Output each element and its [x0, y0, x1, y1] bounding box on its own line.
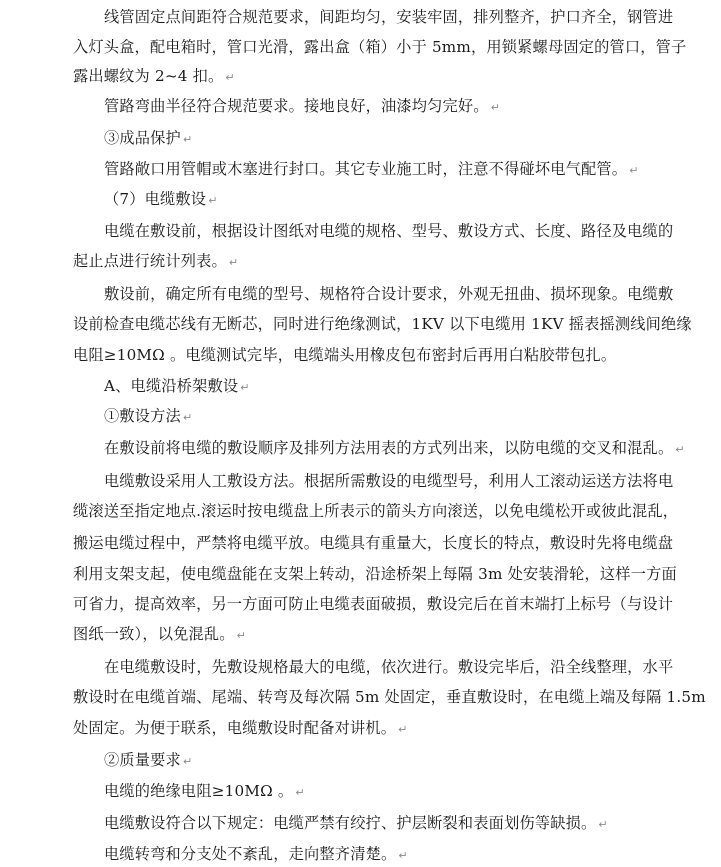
line-text: 电阻≥10MΩ 。电缆测试完毕，电缆端头用橡皮包布密封后再用白粘胶带包扎。 [73, 346, 617, 364]
line-text: 在敷设前将电缆的敷设顺序及排列方法用表的方式列出来，以防电缆的交叉和混乱。 [104, 439, 674, 457]
paragraph-mark-icon: ↵ [182, 411, 193, 424]
text-line [104, 437, 685, 459]
text-line [104, 780, 305, 802]
line-text: 管路弯曲半径符合规范要求。接地良好，油漆均匀完好。 [104, 97, 489, 115]
text-line [104, 812, 608, 834]
text-line [73, 532, 673, 554]
text-line [73, 313, 692, 335]
paragraph-mark-icon: ↵ [675, 443, 685, 456]
paragraph-mark-icon: ↵ [398, 849, 408, 862]
line-text: 露出螺纹为 2~4 扣。 [73, 67, 224, 85]
line-text: 可省力，提高效率，另一方面可防止电缆表面破损，敷设完后在首末端打上标号（与设计 [73, 595, 674, 613]
line-text: A、电缆沿桥架敷设 [104, 377, 239, 395]
line-text: 处固定。为便于联系，电缆敷设时配备对讲机。 [73, 719, 397, 737]
text-line [104, 158, 639, 180]
line-text: 图纸一致），以免混乱。 [73, 625, 235, 643]
paragraph-mark-icon: ↵ [490, 101, 501, 114]
paragraph-mark-icon: ↵ [240, 381, 250, 394]
text-line [73, 250, 238, 272]
line-text: 缆滚送至指定地点.滚运时按电缆盘上所表示的箭头方向滚送，以免电缆松开或彼此混乱， [73, 502, 679, 520]
paragraph-mark-icon: ↵ [236, 629, 247, 642]
text-line [73, 593, 673, 615]
line-text: 设前检查电缆芯线有无断芯，同时进行绝缘测试，1KV 以下电缆用 1KV 摇表摇测线间绝缘 [73, 315, 692, 333]
line-text: ②质量要求 [104, 751, 181, 769]
line-text: 电缆的绝缘电阻≥10MΩ 。 [104, 782, 294, 800]
paragraph-mark-icon: ↵ [398, 723, 408, 736]
text-line [104, 470, 673, 492]
paragraph-mark-icon: ↵ [228, 256, 239, 269]
paragraph-mark-icon: ↵ [182, 133, 193, 146]
text-line [73, 500, 678, 522]
text-line [73, 65, 235, 87]
text-line [73, 563, 677, 585]
line-text: 起止点进行统计列表。 [73, 252, 227, 270]
section-heading [104, 405, 192, 427]
line-text: 利用支架支起，使电缆盘能在支架上转动，沿途桥架上每隔 3m 处安装滑轮，这样一方面 [73, 565, 677, 583]
text-line [104, 656, 673, 678]
line-text: 管路敞口用管帽或木塞进行封口。其它专业施工时，注意不得碰坏电气配管。 [104, 160, 628, 178]
paragraph-mark-icon: ↵ [208, 194, 218, 207]
line-text: 入灯头盒，配电箱时，管口光滑，露出盒（箱）小于 5mm，用锁紧螺母固定的管口，管子 [73, 38, 687, 56]
line-text: 电缆敷设采用人工敷设方法。根据所需敷设的电缆型号，利用人工滚动运送方法将电 [104, 472, 674, 490]
text-line [104, 95, 500, 117]
line-text: （7）电缆敷设 [104, 190, 207, 208]
section-heading [104, 749, 192, 771]
line-text: 敷设时在电缆首端、尾端、转弯及每次隔 5m 处固定，垂直敷设时，在电缆上端及每隔 1.5m [73, 688, 706, 706]
line-text: 线管固定点间距符合规范要求，间距均匀，安装牢固，排列整齐，护口齐全，钢管进 [104, 8, 674, 26]
line-text: 敷设前，确定所有电缆的型号、规格符合设计要求，外观无扭曲、损坏现象。电缆敷 [104, 285, 674, 303]
line-text: ③成品保护 [104, 129, 181, 147]
section-heading [104, 188, 218, 210]
text-line [73, 36, 686, 58]
section-heading [104, 127, 192, 149]
text-line [104, 6, 673, 28]
section-heading [104, 375, 250, 397]
line-text: ①敷设方法 [104, 407, 181, 425]
text-line [73, 623, 246, 645]
paragraph-mark-icon: ↵ [629, 164, 639, 177]
line-text: 电缆转弯和分支处不紊乱，走向整齐清楚。 [104, 845, 397, 863]
line-text: 搬运电缆过程中，严禁将电缆平放。电缆具有重量大，长度长的特点，敷设时先将电缆盘 [73, 534, 674, 552]
paragraph-mark-icon: ↵ [182, 755, 193, 768]
text-line [73, 717, 408, 739]
text-line [73, 344, 616, 366]
line-text: 电缆在敷设前，根据设计图纸对电缆的规格、型号、敷设方式、长度、路径及电缆的 [104, 222, 674, 240]
paragraph-mark-icon: ↵ [598, 818, 608, 831]
line-text: 电缆敷设符合以下规定：电缆严禁有绞拧、护层断裂和表面划伤等缺损。 [104, 814, 597, 832]
line-text: 在电缆敷设时，先敷设规格最大的电缆，依次进行。敷设完毕后，沿全线整理，水平 [104, 658, 674, 676]
paragraph-mark-icon: ↵ [225, 71, 235, 84]
text-line [104, 283, 673, 305]
text-line [73, 686, 706, 708]
text-line [104, 220, 673, 242]
paragraph-mark-icon: ↵ [295, 786, 305, 799]
text-line [104, 843, 408, 865]
